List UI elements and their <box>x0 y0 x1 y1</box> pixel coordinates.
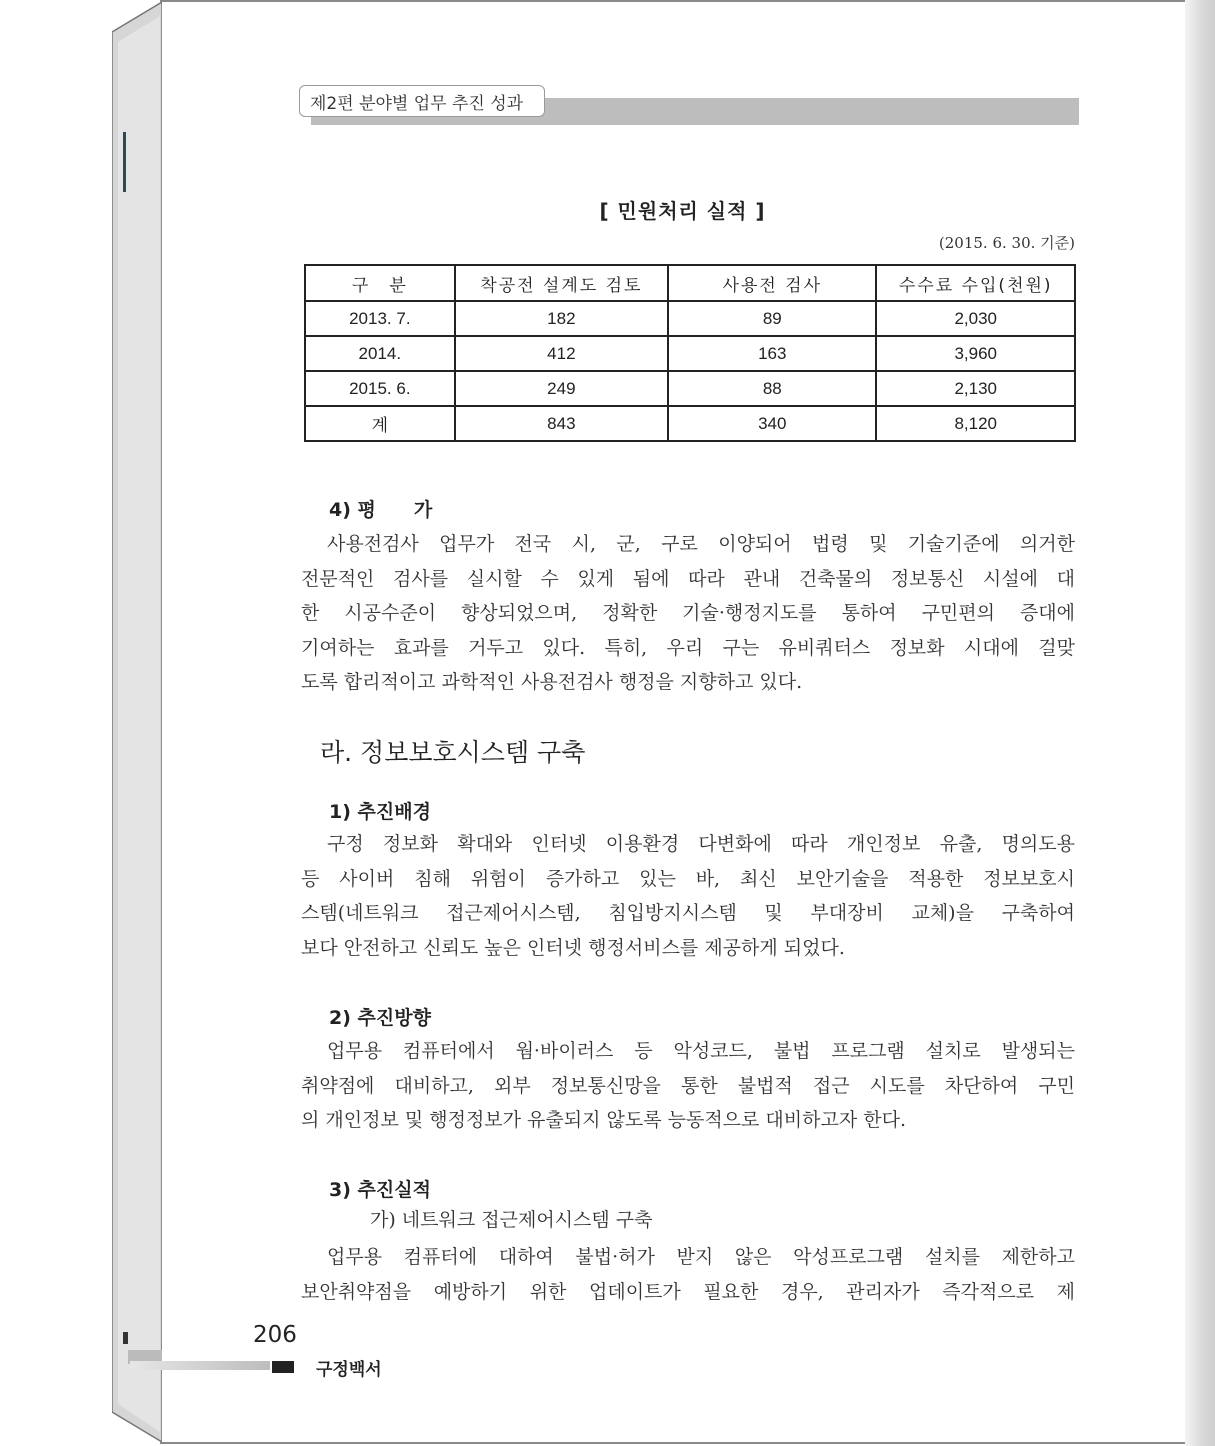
table-cell: 2013. 7. <box>305 301 455 336</box>
results-item: 가) 네트워크 접근제어시스템 구축 <box>370 1209 653 1231</box>
results-paragraph <box>301 1240 1075 1309</box>
background-heading: 1) 추진배경 <box>329 801 431 823</box>
evaluation-heading: 4) 평 가 <box>329 499 433 521</box>
paragraph-line: 등 사이버 침해 위험이 증가하고 있는 바, 최신 보안기술을 적용한 정보보호시 <box>301 867 1075 890</box>
paragraph-line: 의 개인정보 및 행정정보가 유출되지 않도록 능동적으로 대비하고자 한다. <box>301 1109 906 1131</box>
table-total-row <box>305 406 1075 441</box>
paragraph-line: 한 시공수준이 향상되었으며, 정확한 기술·행정지도를 통하여 구민편의 증대에 <box>301 602 1075 624</box>
table-cell: 163 <box>668 336 876 371</box>
book-title: 구정백서 <box>316 1360 382 1380</box>
footer-bar <box>130 1361 270 1370</box>
paragraph-line: 취약점에 대비하고, 외부 정보통신망을 통한 불법적 접근 시도를 차단하여 구민 <box>301 1074 1075 1097</box>
direction-paragraph <box>301 1034 1075 1138</box>
table-cell: 249 <box>455 371 668 406</box>
table-date-note: (2015. 6. 30. 기준) <box>938 234 1075 252</box>
table-row <box>305 301 1075 336</box>
footer-block <box>272 1361 294 1373</box>
table-cell: 8,120 <box>876 406 1075 441</box>
column-header: 착공전 설계도 검토 <box>455 265 668 301</box>
paragraph-line: 보다 안전하고 신뢰도 높은 인터넷 행정서비스를 제공하게 되었다. <box>301 936 845 959</box>
table-cell: 3,960 <box>876 336 1075 371</box>
paragraph-line: 구정 정보화 확대와 인터넷 이용환경 다변화에 따라 개인정보 유출, 명의도용 <box>327 833 1075 855</box>
table-cell: 843 <box>455 406 668 441</box>
table-cell: 89 <box>668 301 876 336</box>
section-title: 라. 정보보호시스템 구축 <box>320 738 586 767</box>
paragraph-line: 업무용 컴퓨터에서 웜·바이러스 등 악성코드, 불법 프로그램 설치로 발생되는 <box>327 1040 1075 1062</box>
table-cell: 88 <box>668 371 876 406</box>
results-heading: 3) 추진실적 <box>329 1179 431 1201</box>
table-row <box>305 336 1075 371</box>
column-header: 구 분 <box>305 265 455 301</box>
table-cell: 2,130 <box>876 371 1075 406</box>
paragraph-line: 사용전검사 업무가 전국 시, 군, 구로 이양되어 법령 및 기술기준에 의거한 <box>327 533 1075 555</box>
table-header-row <box>305 265 1075 301</box>
paragraph-line: 업무용 컴퓨터에 대하여 불법·허가 받지 않은 악성프로그램 설치를 제한하고 <box>327 1246 1075 1268</box>
page-number: 206 <box>253 1322 297 1348</box>
paragraph-line: 스템(네트워크 접근제어시스템, 침입방지시스템 및 부대장비 교체)을 구축하여 <box>301 902 1075 924</box>
paragraph-line: 보안취약점을 예방하기 위한 업데이트가 필요한 경우, 관리자가 즉각적으로 제 <box>301 1280 1075 1303</box>
chapter-title: 제2편 분야별 업무 추진 성과 <box>299 85 545 117</box>
direction-heading: 2) 추진방향 <box>329 1007 431 1029</box>
table-row <box>305 371 1075 406</box>
table-cell: 2015. 6. <box>305 371 455 406</box>
table-cell: 340 <box>668 406 876 441</box>
table-cell: 계 <box>305 406 455 441</box>
table-cell: 182 <box>455 301 668 336</box>
paragraph-line: 전문적인 검사를 실시할 수 있게 됨에 따라 관내 건축물의 정보통신 시설에 대 <box>301 567 1075 590</box>
evaluation-paragraph <box>301 527 1075 700</box>
table-cell: 2,030 <box>876 301 1075 336</box>
table-title: [ 민원처리 실적 ] <box>599 199 766 223</box>
column-header: 사용전 검사 <box>668 265 876 301</box>
paragraph-line: 기여하는 효과를 거두고 있다. 특히, 우리 구는 유비쿼터스 정보화 시대에 걸맞 <box>301 636 1075 659</box>
paragraph-line: 도록 합리적이고 과학적인 사용전검사 행정을 지향하고 있다. <box>301 671 803 693</box>
table-cell: 2014. <box>305 336 455 371</box>
complaint-table <box>304 264 1076 442</box>
column-header: 수수료 수입(천원) <box>876 265 1075 301</box>
table-cell: 412 <box>455 336 668 371</box>
background-paragraph <box>301 827 1075 965</box>
